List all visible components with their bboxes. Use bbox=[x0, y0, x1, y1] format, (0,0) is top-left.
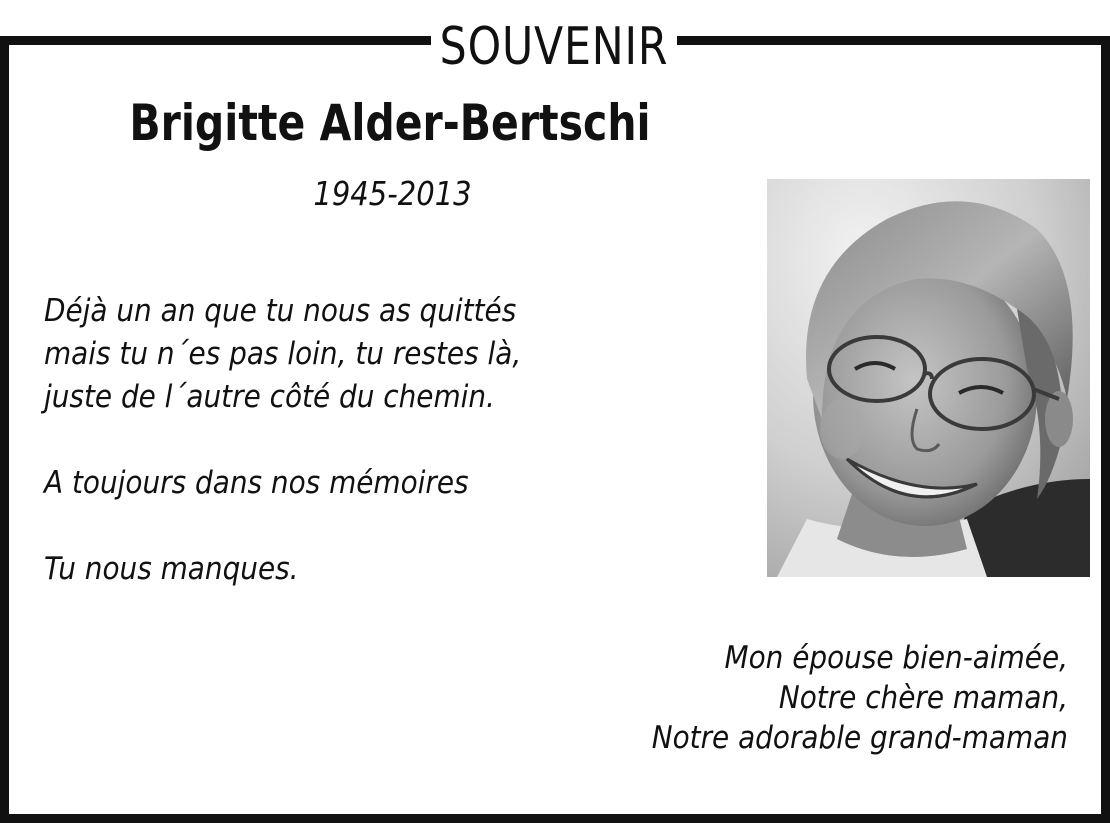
poem-line: juste de l´autre côté du chemin. bbox=[44, 379, 495, 415]
portrait-photo bbox=[767, 179, 1090, 577]
poem-line: Déjà un an que tu nous as quittés bbox=[44, 293, 517, 329]
poem-line: mais tu n´es pas loin, tu restes là, bbox=[44, 336, 522, 372]
person-name: Brigitte Alder-Bertschi bbox=[129, 94, 651, 152]
portrait-image bbox=[767, 179, 1090, 577]
life-dates: 1945-2013 bbox=[313, 174, 472, 213]
poem-closing: Tu nous manques. bbox=[44, 551, 299, 587]
signoff-line: Notre chère maman, bbox=[778, 680, 1068, 716]
header-label: SOUVENIR bbox=[431, 14, 677, 80]
family-signoff bbox=[564, 638, 1068, 758]
poem-remembrance: A toujours dans nos mémoires bbox=[44, 465, 469, 501]
signoff-line: Notre adorable grand-maman bbox=[651, 720, 1068, 756]
memorial-poem bbox=[44, 290, 674, 591]
signoff-line: Mon épouse bien-aimée, bbox=[724, 640, 1068, 676]
